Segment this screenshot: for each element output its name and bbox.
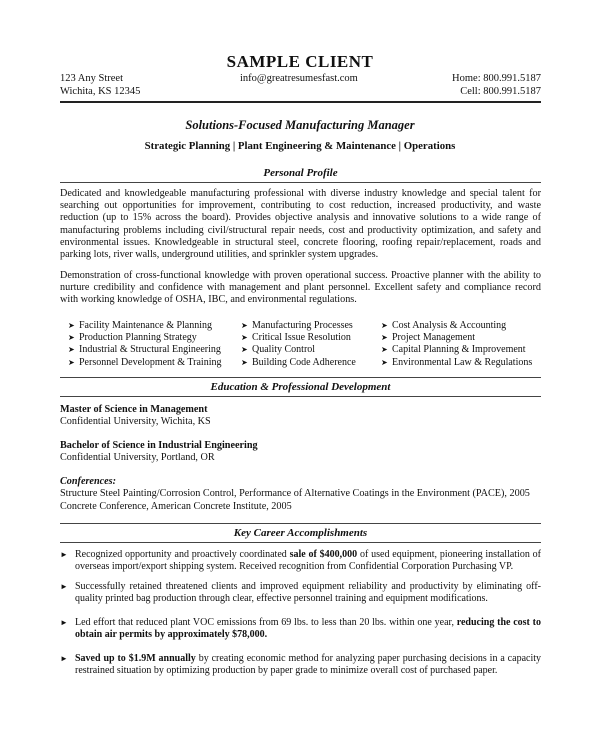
- address: [60, 72, 140, 98]
- skill-item: ➤ Building Code Adherence: [241, 356, 356, 368]
- headline: Solutions-Focused Manufacturing Manager: [185, 118, 415, 132]
- profile-paragraph-2: Demonstration of cross-functional knowledge with proven operational success. Proactive planner with the ability to nurture credibility and confidence with management and plant personnel. Excellent safety and compliance record with working knowledge of OSHA, IBC, and environmental regulations.: [60, 270, 541, 306]
- accomplishments-title: Key Career Accomplishments: [233, 527, 368, 539]
- skill-item: ➤ Environmental Law & Regulations: [381, 356, 533, 368]
- address-line1: 123 Any Street: [60, 73, 123, 84]
- arrow-bullet-icon: ➤: [381, 321, 388, 330]
- triangle-bullet-icon: ►: [60, 654, 68, 663]
- school-1: Confidential University, Wichita, KS: [60, 416, 211, 428]
- header-divider: [60, 101, 541, 103]
- arrow-bullet-icon: ➤: [241, 357, 248, 367]
- degree-1: Master of Science in Management: [60, 404, 208, 415]
- arrow-bullet-icon: ➤: [68, 321, 75, 330]
- skill-item: ➤ Facility Maintenance & Planning: [68, 320, 213, 331]
- skill-item: ➤ Cost Analysis & Accounting: [381, 320, 507, 331]
- skill-item: ➤ Quality Control: [241, 344, 316, 356]
- skill-item: ➤ Manufacturing Processes: [241, 320, 353, 331]
- arrow-bullet-icon: ➤: [241, 333, 248, 343]
- skills-column-1: [68, 320, 222, 369]
- skill-item: ➤ Personnel Development & Training: [68, 356, 222, 368]
- profile-paragraph-1: Dedicated and knowledgeable manufacturing professional with diverse industry knowledge and special talent for searching out opportunities for improvement, contributing to cost reduction, increased productivity, and waste reduction (up to 15% across the board). Provides objective analysis and innovative solutions to a wide range of manufacturing problems including civil/structural repair needs, cost and productivity optimization, and safety and environmental issues. Knowledgeable in structural steel, concrete flooring, roofing repair/replacement, roads and parking lots, river walls, underground utilities, and sprinkler system upgrades.: [60, 188, 541, 261]
- accomplishments-divider-top: [60, 523, 541, 524]
- cell-phone: Cell: 800.991.5187: [460, 86, 541, 97]
- profile-divider: [60, 182, 541, 183]
- email: info@greatresumesfast.com: [240, 73, 358, 84]
- home-phone: Home: 800.991.5187: [452, 73, 541, 84]
- arrow-bullet-icon: ➤: [381, 345, 388, 355]
- triangle-bullet-icon: ►: [60, 618, 68, 627]
- arrow-bullet-icon: ➤: [241, 345, 248, 355]
- skill-item: ➤ Production Planning Strategy: [68, 332, 197, 344]
- arrow-bullet-icon: ➤: [381, 333, 388, 343]
- skill-item: ➤ Capital Planning & Improvement: [381, 344, 526, 356]
- education-entry-1: [60, 404, 541, 429]
- specialties: Strategic Planning | Plant Engineering & Maintenance | Operations: [144, 140, 456, 152]
- skill-item: ➤ Project Management: [381, 332, 476, 344]
- conference-1: Structure Steel Painting/Corrosion Control, Performance of Alternative Coatings in the Environment (PACE), 2005: [60, 488, 530, 500]
- conference-2: Concrete Conference, American Concrete Institute, 2005: [60, 500, 292, 512]
- arrow-bullet-icon: ➤: [381, 357, 388, 367]
- arrow-bullet-icon: ➤: [68, 345, 75, 355]
- phones: [452, 72, 541, 98]
- arrow-bullet-icon: ➤: [68, 357, 75, 367]
- profile-title: Personal Profile: [263, 167, 338, 179]
- education-entry-2: [60, 440, 541, 465]
- arrow-bullet-icon: ➤: [241, 321, 248, 330]
- school-2: Confidential University, Portland, OR: [60, 452, 215, 464]
- resume-page: SAMPLE CLIENT 123 Any Street Wichita, KS 12345 info@greatresumesfast.com Home: 800.991.5187 Cell: 800.991.5187 Solutions-Focused Manufacturing Manager Strategic Planning | Plant Engineering & Maintenance | Operations Personal Profile Dedicated and knowledgeable manufacturing professional with diverse industry knowledge and special talent for searching out opportunities for improvement, contributing to cost reduction, increased productivity, and waste reduction (up to 15% across the board). Provides objective analysis and innovative solutions to a wide range of manufacturing problems including civil/structural repair needs, cost and productivity optimization, and safety and environmental issues. Knowledgeable in structural steel, concrete flooring, roofing repair/replacement, roads and parking lots, river walls, underground utilities, and sprinkler system upgrades. Demonstration of cross-functional knowledge with proven operational success. Proactive planner with the ability to nurture credibility and confidence with management and plant personnel. Excellent safety and compliance record with working knowledge of OSHA, IBC, and environmental regulations. ➤ Facility Maintenance & Planning ➤ Production Planning Strategy ➤ Industrial & Structural Engineering ➤ Personnel Development & Training ➤ Manufacturing Processes ➤ Critical Issue Resolution ➤ Quality Control ➤ Building Code Adherence ➤ Cost Analysis & Accounting ➤ Project Management ➤ Capital Planning & Improvement ➤ Environmental Law & Regulations Education & Professional Development Master of Science in Management Confidential University, Wichita, KS Bachelor of Science in Industrial Engineering Confidential University, Portland, OR Conferences: Structure Steel Painting/Corrosion Control, Performance of Alternative Coatings in the Environment (PACE), 2005 Concrete Conference, American Concrete Institute, 2005 Key Career Accomplishments ► Recognized opportunity and proactively coordinated sale of $400,000 of used equipment, pioneering installation of overseas import/export shipping system. Received recognition from Confidential Corporation Purchasing VP. ► Successfully retained threatened clients and improved equipment reliability and productivity by eliminating off-quality printed bag production through clear, effective personnel training and equipment modifications. ► Led effort that reduced plant VOC emissions from 69 lbs. to less than 20 lbs. within one year, reducing the cost to obtain air permits by approximately $78,000. ► Saved up to $1.9M annually by creating economic method for analyzing paper purchasing decisions in a capacity restrained situation by optimizing production by paper grade to minimize overall cost of purchased paper.: [0, 0, 600, 730]
- client-name: SAMPLE CLIENT: [226, 52, 374, 71]
- degree-2: Bachelor of Science in Industrial Engineering: [60, 440, 258, 451]
- accomplishments-divider-bottom: [60, 542, 541, 543]
- triangle-bullet-icon: ►: [60, 550, 68, 559]
- education-divider-top: [60, 377, 541, 378]
- skill-item: ➤ Industrial & Structural Engineering: [68, 344, 221, 356]
- skills-column-2: [241, 320, 356, 369]
- skill-item: ➤ Critical Issue Resolution: [241, 332, 351, 344]
- conferences-label: Conferences:: [60, 476, 117, 487]
- arrow-bullet-icon: ➤: [68, 333, 75, 343]
- conferences: [60, 476, 541, 513]
- skills-column-3: [381, 320, 532, 369]
- triangle-bullet-icon: ►: [60, 582, 68, 591]
- education-divider-bottom: [60, 396, 541, 397]
- education-title: Education & Professional Development: [210, 381, 391, 393]
- address-line2: Wichita, KS 12345: [60, 86, 141, 97]
